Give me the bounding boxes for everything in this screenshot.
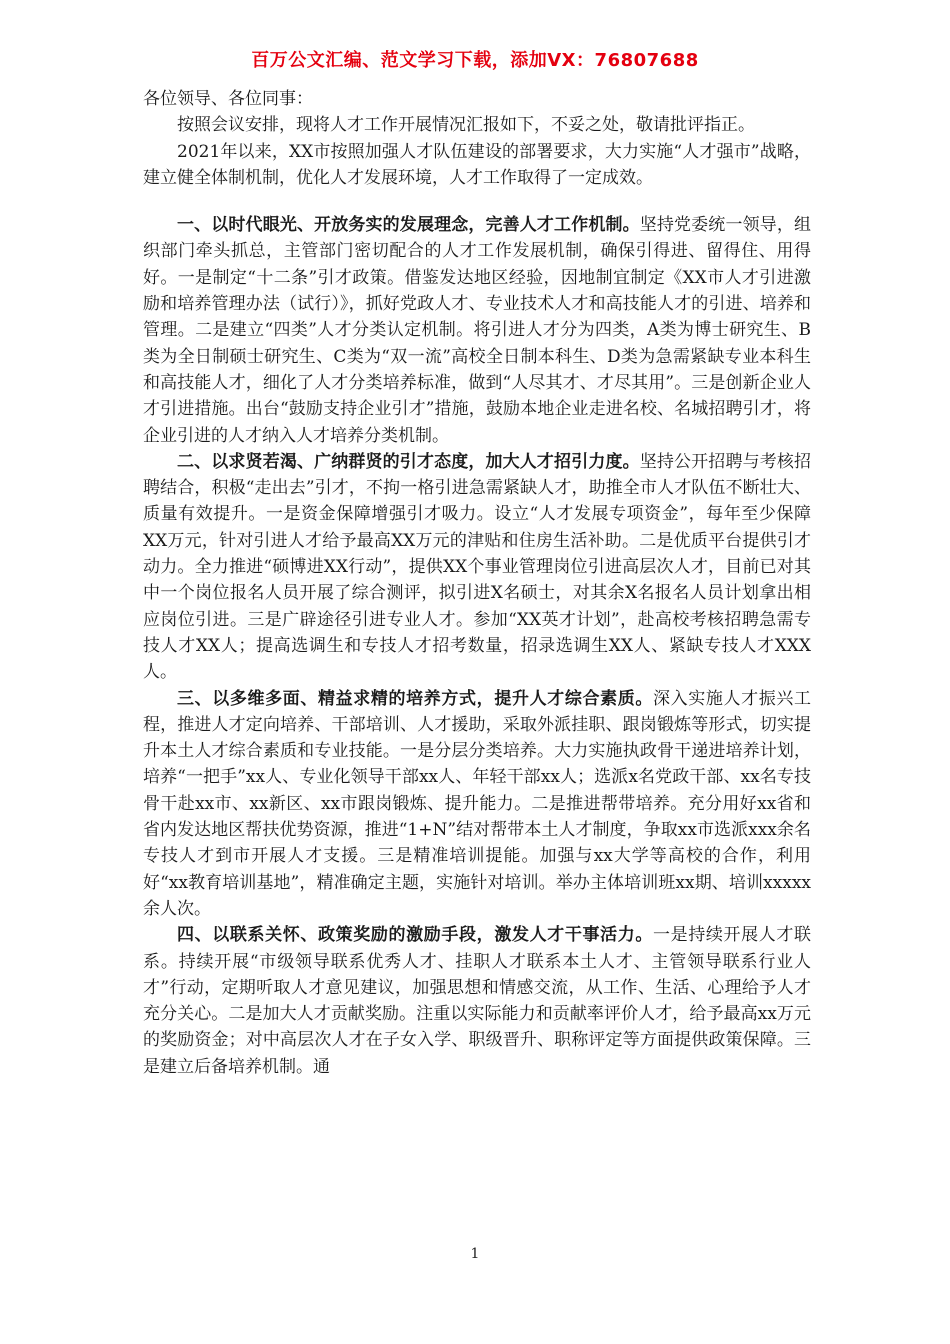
- section-1-heading: 一、以时代眼光、开放务实的发展理念，完善人才工作机制。: [177, 215, 640, 236]
- section-2-paragraph: [143, 449, 811, 686]
- salutation: 各位领导、各位同事：: [143, 89, 313, 109]
- section-4-body: 一是持续开展人才联系。持续开展“市级领导联系优秀人才、挂职人才联系本土人才、主管领导联系行业人才”行动，定期听取人才意见建议，加强思想和情感交流，从工作、生活、心理给予人才充分关心。二是加大人才贡献奖励。注重以实际能力和贡献率评价人才，给予最高xx万元的奖励资金；对中高层次人才在子女入学、职级晋升、职称评定等方面提供政策保障。三是建立后备培养机制。通: [143, 925, 812, 1077]
- section-2-heading: 二、以求贤若渴、广纳群贤的引才态度，加大人才招引力度。: [177, 451, 640, 472]
- section-1-paragraph: [143, 212, 811, 449]
- page-number: 1: [470, 1246, 480, 1262]
- section-2-body: 坚持公开招聘与考核招聘结合，积极“走出去”引才，不拘一格引进急需紧缺人才，助推全市人才队伍不断壮大、质量有效提升。一是资金保障增强引才吸力。设立“人才发展专项资金”，每年至少保障XX万元，针对引进人才给予最高XX万元的津贴和住房生活补助。二是优质平台提供引才动力。全力推进“硕博进XX行动”，提供XX个事业管理岗位引进高层次人才，目前已对其中一个岗位报名人员开展了综合测评，拟引进X名硕士，对其余X名报名人员计划拿出相应岗位引进。三是广辟途径引进专业人才。参加“XX英才计划”，赴高校考核招聘急需专技人才XX人；提高选调生和专技人才招考数量，招录选调生XX人、紧缺专技人才XXX人。: [143, 451, 811, 683]
- section-3-heading: 三、以多维多面、精益求精的培养方式，提升人才综合素质。: [177, 688, 653, 709]
- watermark-banner: 百万公文汇编、范文学习下载，添加VX：76807688: [251, 50, 699, 71]
- paragraph-gap: [143, 191, 811, 212]
- section-3-paragraph: [143, 686, 811, 923]
- section-4-heading: 四、以联系关怀、政策奖励的激励手段，激发人才干事活力。: [177, 925, 653, 946]
- section-4-paragraph: [143, 922, 811, 1080]
- intro-paragraph-2: 2021年以来，XX市按照加强人才队伍建设的部署要求，大力实施“人才强市”战略，建立健全体制机制，优化人才发展环境，人才工作取得了一定成效。: [143, 141, 811, 188]
- section-3-body: 深入实施人才振兴工程，推进人才定向培养、干部培训、人才援助，采取外派挂职、跟岗锻炼等形式，切实提升本土人才综合素质和专业技能。一是分层分类培养。大力实施执政骨干递进培养计划，培养“一把手”xx人、专业化领导干部xx人、年轻干部xx人；选派x名党政干部、xx名专技骨干赴xx市、xx新区、xx市跟岗锻炼、提升能力。二是推进帮带培养。充分用好xx省和省内发达地区帮扶优势资源，推进“1+N”结对帮带本土人才制度，争取xx市选派xxx余名专技人才到市开展人才支援。三是精准培训提能。加强与xx大学等高校的合作，利用好“xx教育培训基地”，精准确定主题，实施针对培训。举办主体培训班xx期、培训xxxxx余人次。: [143, 688, 812, 919]
- section-1-body: 坚持党委统一领导，组织部门牵头抓总，主管部门密切配合的人才工作发展机制，确保引得进、留得住、用得好。一是制定“十二条”引才政策。借鉴发达地区经验，因地制宜制定《XX市人才引进激励和培养管理办法（试行）》，抓好党政人才、专业技术人才和高技能人才的引进、培养和管理。二是建立“四类”人才分类认定机制。将引进人才分为四类，A类为博士研究生、B类为全日制硕士研究生、C类为“双一流”高校全日制本科生、D类为急需紧缺专业本科生和高技能人才，细化了人才分类培养标准，做到“人尽其才、才尽其用”。三是创新企业人才引进措施。出台“鼓励支持企业引才”措施，鼓励本地企业走进名校、名城招聘引才，将企业引进的人才纳入人才培养分类机制。: [143, 215, 811, 446]
- document-body: [143, 86, 811, 1080]
- intro-paragraph-1: 按照会议安排，现将人才工作开展情况汇报如下，不妥之处，敬请批评指正。: [177, 115, 755, 136]
